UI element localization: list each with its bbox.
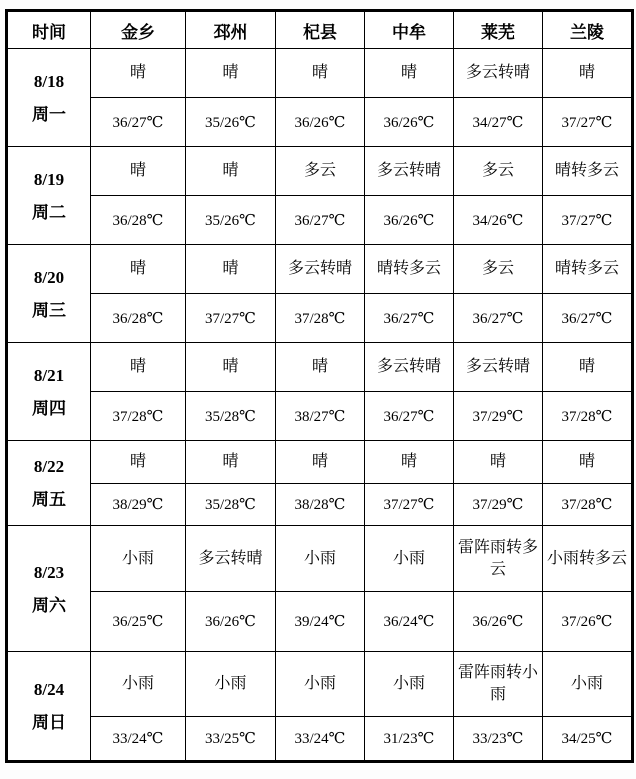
date-cell xyxy=(7,147,91,245)
temperature-cell: 37/27℃ xyxy=(543,98,633,147)
temperature-row xyxy=(7,484,633,526)
weather-row xyxy=(7,526,633,592)
temperature-cell: 36/25℃ xyxy=(91,592,186,652)
temperature-cell: 36/28℃ xyxy=(91,196,186,245)
weekday-label: 周二 xyxy=(32,202,66,222)
weather-cell: 多云 xyxy=(454,245,543,294)
temperature-cell: 36/26℃ xyxy=(365,196,454,245)
temperature-cell: 39/24℃ xyxy=(276,592,365,652)
weather-row xyxy=(7,343,633,392)
temperature-row xyxy=(7,717,633,762)
weekday-label: 周一 xyxy=(32,104,66,124)
weather-cell: 晴 xyxy=(365,441,454,484)
weather-cell: 晴 xyxy=(91,343,186,392)
date-label: 8/20 xyxy=(33,267,65,287)
temperature-cell: 36/26℃ xyxy=(454,592,543,652)
weather-cell: 小雨 xyxy=(91,526,186,592)
weekday-label: 周五 xyxy=(32,490,66,509)
temperature-row xyxy=(7,392,633,441)
weekday-label: 周六 xyxy=(32,595,66,615)
temperature-cell: 33/25℃ xyxy=(186,717,276,762)
column-header-city-5: 莱芜 xyxy=(454,11,543,49)
weather-cell: 晴 xyxy=(543,343,633,392)
temperature-row xyxy=(7,592,633,652)
temperature-cell: 36/27℃ xyxy=(276,196,365,245)
weather-cell: 晴 xyxy=(186,343,276,392)
temperature-cell: 38/29℃ xyxy=(91,484,186,526)
column-header-city-4: 中牟 xyxy=(365,11,454,49)
weather-cell: 雷阵雨转小雨 xyxy=(454,652,543,717)
weather-cell: 多云 xyxy=(454,147,543,196)
column-header-city-3: 杞县 xyxy=(276,11,365,49)
weather-cell: 晴转多云 xyxy=(365,245,454,294)
temperature-cell: 37/27℃ xyxy=(186,294,276,343)
temperature-cell: 33/24℃ xyxy=(91,717,186,762)
temperature-cell: 37/29℃ xyxy=(454,392,543,441)
weather-cell: 晴 xyxy=(91,245,186,294)
weather-cell: 多云 xyxy=(276,147,365,196)
temperature-cell: 36/26℃ xyxy=(365,98,454,147)
weather-cell: 晴 xyxy=(276,49,365,98)
weather-cell: 小雨 xyxy=(543,652,633,717)
column-header-city-1: 金乡 xyxy=(91,11,186,49)
weather-cell: 小雨 xyxy=(276,652,365,717)
temperature-cell: 37/26℃ xyxy=(543,592,633,652)
weekday-label: 周三 xyxy=(32,300,66,320)
temperature-cell: 36/28℃ xyxy=(91,294,186,343)
temperature-cell: 37/27℃ xyxy=(543,196,633,245)
weather-forecast-table xyxy=(5,9,634,763)
weather-cell: 小雨 xyxy=(365,526,454,592)
temperature-row xyxy=(7,98,633,147)
weather-cell: 晴 xyxy=(186,245,276,294)
temperature-cell: 35/28℃ xyxy=(186,392,276,441)
temperature-cell: 36/26℃ xyxy=(276,98,365,147)
temperature-cell: 37/28℃ xyxy=(543,484,633,526)
temperature-row xyxy=(7,196,633,245)
date-cell xyxy=(7,49,91,147)
column-header-city-6: 兰陵 xyxy=(543,11,633,49)
weather-cell: 多云转晴 xyxy=(186,526,276,592)
weather-cell: 晴转多云 xyxy=(543,147,633,196)
weather-cell: 晴 xyxy=(186,441,276,484)
temperature-cell: 35/26℃ xyxy=(186,98,276,147)
weather-cell: 晴 xyxy=(186,147,276,196)
weather-cell: 多云转晴 xyxy=(365,147,454,196)
temperature-cell: 38/27℃ xyxy=(276,392,365,441)
weather-cell: 晴 xyxy=(543,441,633,484)
weather-row xyxy=(7,49,633,98)
column-header-time: 时间 xyxy=(7,11,91,49)
temperature-cell: 36/27℃ xyxy=(365,294,454,343)
temperature-cell: 37/28℃ xyxy=(276,294,365,343)
temperature-cell: 38/28℃ xyxy=(276,484,365,526)
date-label: 8/21 xyxy=(33,365,65,385)
weather-cell: 晴 xyxy=(276,441,365,484)
weather-cell: 晴 xyxy=(186,49,276,98)
weather-cell: 小雨 xyxy=(91,652,186,717)
weather-cell: 多云转晴 xyxy=(276,245,365,294)
date-cell xyxy=(7,441,91,526)
weather-cell: 晴 xyxy=(91,49,186,98)
temperature-cell: 36/27℃ xyxy=(91,98,186,147)
weather-cell: 小雨 xyxy=(276,526,365,592)
temperature-cell: 34/27℃ xyxy=(454,98,543,147)
temperature-cell: 37/27℃ xyxy=(365,484,454,526)
date-label: 8/19 xyxy=(33,169,65,189)
date-label: 8/22 xyxy=(33,457,65,476)
weather-cell: 小雨转多云 xyxy=(543,526,633,592)
temperature-cell: 33/23℃ xyxy=(454,717,543,762)
weather-cell: 晴 xyxy=(543,49,633,98)
temperature-cell: 34/25℃ xyxy=(543,717,633,762)
temperature-cell: 36/27℃ xyxy=(543,294,633,343)
temperature-cell: 31/23℃ xyxy=(365,717,454,762)
temperature-cell: 36/24℃ xyxy=(365,592,454,652)
weather-cell: 雷阵雨转多云 xyxy=(454,526,543,592)
temperature-cell: 35/26℃ xyxy=(186,196,276,245)
weather-row xyxy=(7,652,633,717)
date-label: 8/24 xyxy=(33,680,65,699)
weather-cell: 多云转晴 xyxy=(454,49,543,98)
weather-cell: 晴 xyxy=(454,441,543,484)
weekday-label: 周日 xyxy=(32,713,66,732)
weather-cell: 晴 xyxy=(91,147,186,196)
temperature-cell: 35/28℃ xyxy=(186,484,276,526)
temperature-cell: 37/28℃ xyxy=(543,392,633,441)
temperature-cell: 34/26℃ xyxy=(454,196,543,245)
weather-row xyxy=(7,245,633,294)
header-row xyxy=(7,11,633,49)
weekday-label: 周四 xyxy=(32,398,66,418)
temperature-cell: 37/28℃ xyxy=(91,392,186,441)
date-label: 8/18 xyxy=(33,71,65,91)
date-label: 8/23 xyxy=(33,562,65,582)
temperature-cell: 37/29℃ xyxy=(454,484,543,526)
temperature-cell: 33/24℃ xyxy=(276,717,365,762)
weather-cell: 多云转晴 xyxy=(365,343,454,392)
weather-cell: 小雨 xyxy=(365,652,454,717)
temperature-row xyxy=(7,294,633,343)
weather-cell: 晴 xyxy=(365,49,454,98)
temperature-cell: 36/27℃ xyxy=(365,392,454,441)
date-cell xyxy=(7,526,91,652)
weather-row xyxy=(7,441,633,484)
weather-row xyxy=(7,147,633,196)
weather-cell: 晴 xyxy=(91,441,186,484)
weather-cell: 晴 xyxy=(276,343,365,392)
date-cell xyxy=(7,652,91,762)
weather-cell: 多云转晴 xyxy=(454,343,543,392)
temperature-cell: 36/26℃ xyxy=(186,592,276,652)
temperature-cell: 36/27℃ xyxy=(454,294,543,343)
date-cell xyxy=(7,343,91,441)
weather-cell: 小雨 xyxy=(186,652,276,717)
weather-cell: 晴转多云 xyxy=(543,245,633,294)
column-header-city-2: 邳州 xyxy=(186,11,276,49)
date-cell xyxy=(7,245,91,343)
